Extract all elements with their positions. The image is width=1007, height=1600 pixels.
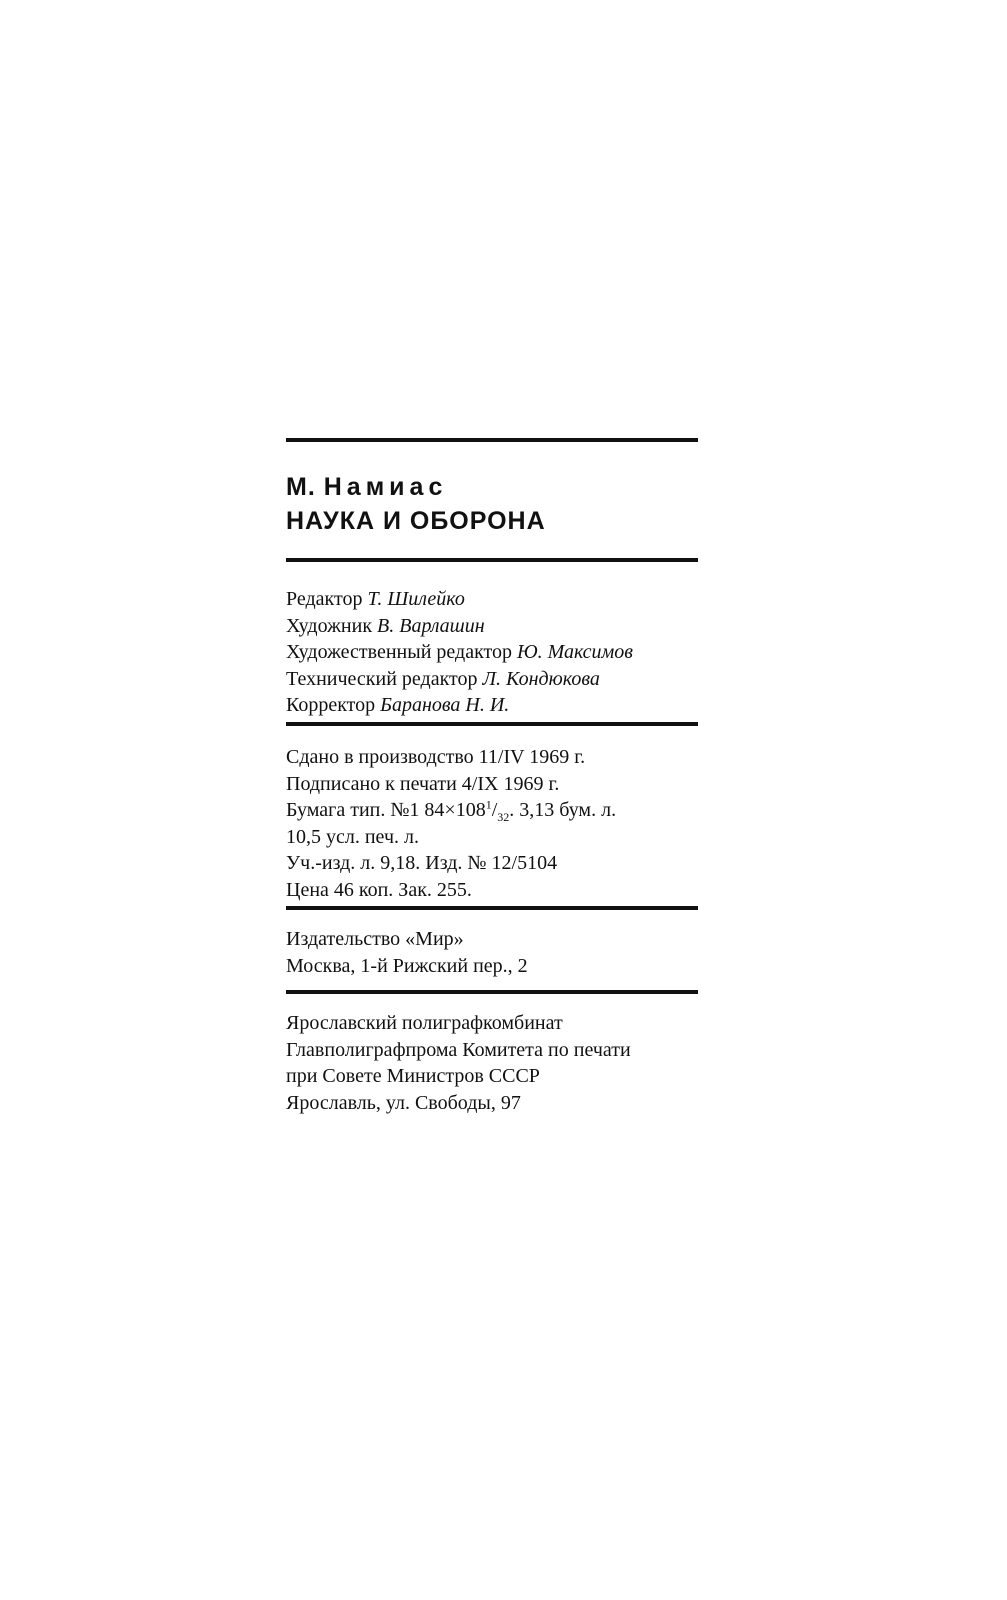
print-info-block: [286, 726, 702, 901]
paper-fraction-numerator: 1: [485, 797, 492, 812]
colophon: [286, 438, 702, 1116]
credit-artist: [286, 613, 702, 640]
credit-name: Т. Шилейко: [367, 588, 465, 610]
print-sheets: 10,5 усл. печ. л.: [286, 825, 419, 848]
print-publication: Уч.-изд. л. 9,18. Изд. № 12/5104: [286, 852, 558, 874]
credit-role: Художественный редактор: [286, 641, 512, 663]
paper-fraction-slash: /: [491, 799, 498, 821]
publisher-name: Издательство «Мир»: [286, 928, 464, 950]
print-submitted: Сдано в производство 11/IV 1969 г.: [286, 746, 586, 768]
credit-role: Корректор: [286, 694, 376, 716]
print-price: Цена 46 коп. Зак. 255.: [286, 878, 472, 901]
author-name: [286, 470, 702, 504]
author-initial: М.: [286, 473, 316, 501]
credits-block: [286, 562, 702, 716]
book-header: [286, 442, 702, 544]
printer-line-4: Ярославль, ул. Свободы, 97: [286, 1091, 521, 1114]
credit-name: В. Варлашин: [377, 614, 485, 637]
printer-line-1: Ярославский полиграфкомбинат: [286, 1012, 563, 1034]
book-title: НАУКА И ОБОРОНА: [286, 507, 546, 535]
paper-fraction-denominator: 32: [497, 810, 510, 824]
credit-role: Редактор: [286, 588, 363, 610]
printer-block: [286, 994, 702, 1116]
credit-proofreader: [286, 692, 702, 719]
printer-line-2: Главполиграфпрома Комитета по печати: [286, 1038, 631, 1061]
credit-role: Художник: [286, 614, 373, 637]
print-signed: Подписано к печати 4/IX 1969 г.: [286, 772, 560, 795]
publisher-address: Москва, 1-й Рижский пер., 2: [286, 954, 528, 977]
credit-role: Технический редактор: [286, 667, 478, 690]
credit-name: Ю. Максимов: [517, 641, 633, 663]
print-paper: [286, 797, 702, 824]
credit-editor: [286, 586, 702, 613]
publisher-block: [286, 910, 702, 980]
author-surname: Намиас: [323, 473, 448, 501]
printer-line-3: при Совете Министров СССР: [286, 1065, 540, 1087]
credit-name: Л. Кондюкова: [482, 667, 600, 690]
paper-sheets: . 3,13 бум. л.: [509, 799, 617, 821]
credit-tech-editor: [286, 666, 702, 693]
credit-name: Баранова Н. И.: [380, 694, 510, 716]
paper-format: Бумага тип. №1 84×108: [286, 799, 486, 821]
credit-art-editor: [286, 639, 702, 666]
